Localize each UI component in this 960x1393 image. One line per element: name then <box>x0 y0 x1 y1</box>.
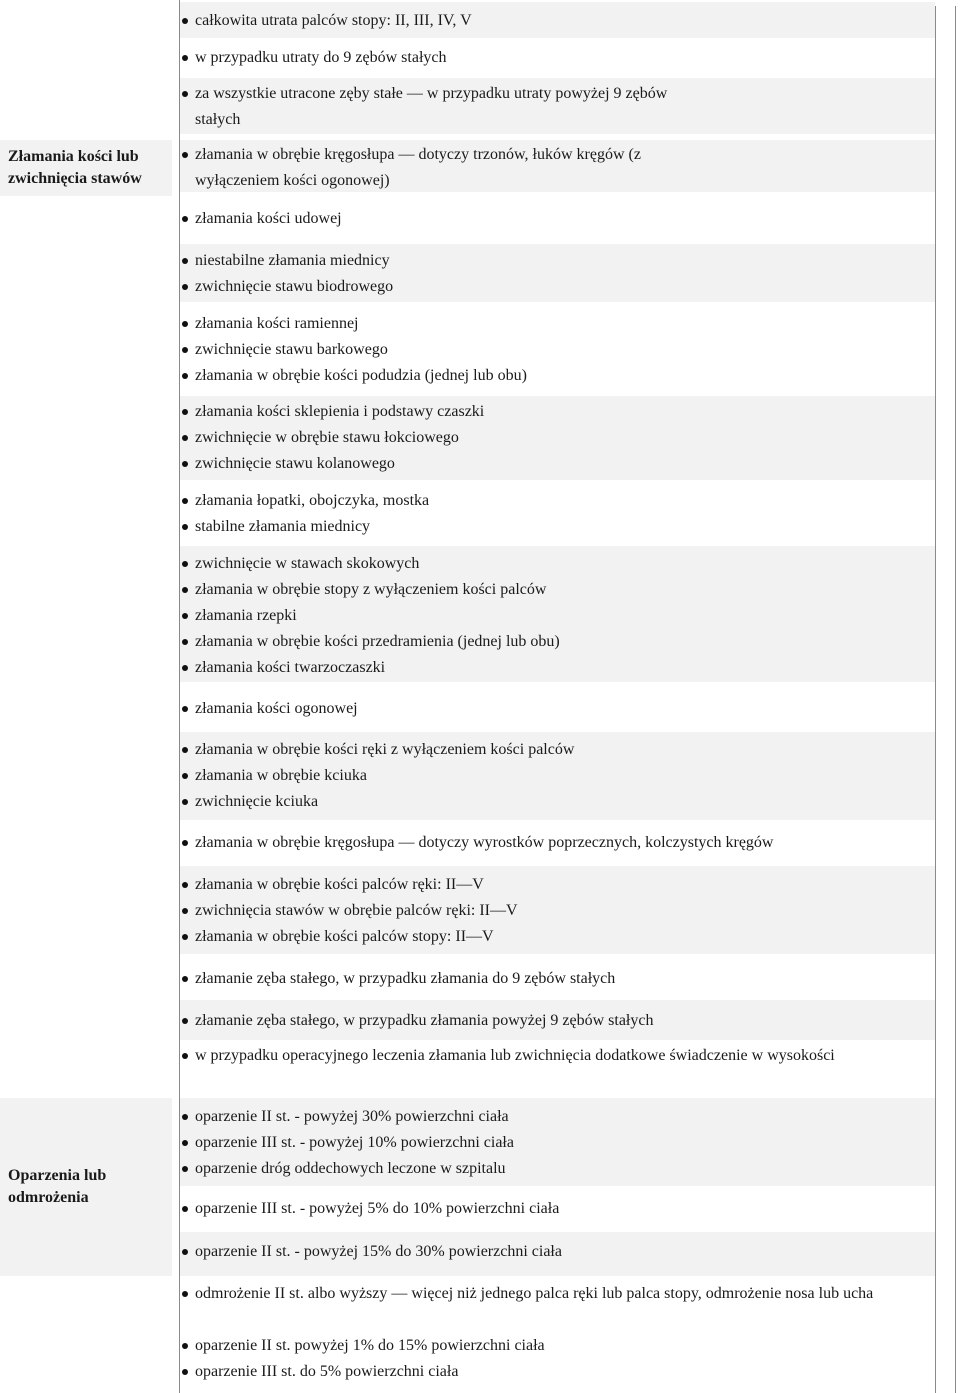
bullet-icon <box>182 1053 188 1059</box>
list-item: złamanie zęba stałego, w przypadku złamania do 9 zębów stałych <box>180 966 920 992</box>
list-item: złamania kości ogonowej <box>180 696 920 722</box>
list-item: w przypadku utraty do 9 zębów stałych <box>180 45 920 71</box>
list-item: odmrożenie II st. albo wyższy — więcej niż jednego palca ręki lub palca stopy, odmrożenie nosa lub ucha <box>180 1281 920 1307</box>
list-item: złamania w obrębie kciuka <box>180 763 920 789</box>
list-item: złamania łopatki, obojczyka, mostka <box>180 488 920 514</box>
bullet-icon <box>182 706 188 712</box>
category-fractures-label: Złamania kości lub zwichnięcia stawów <box>8 148 142 187</box>
right-border <box>935 6 936 1393</box>
group-tooth-fracture-9 <box>180 958 935 998</box>
list-item: złamania w obrębie kręgosłupa — dotyczy wyrostków poprzecznych, kolczystych kręgów <box>180 830 920 856</box>
bullet-icon <box>182 1166 188 1172</box>
bullet-icon <box>182 1249 188 1255</box>
bullet-icon <box>182 1018 188 1024</box>
group-tooth-fracture-over9 <box>180 1000 935 1040</box>
category-fractures <box>0 140 172 196</box>
bullet-icon <box>182 561 188 567</box>
list-item: oparzenie III st. do 5% powierzchni ciała <box>180 1359 920 1385</box>
list-item: złamanie zęba stałego, w przypadku złamania powyżej 9 zębów stałych <box>180 1008 920 1034</box>
list-item: złamania w obrębie kości palców stopy: II—V <box>180 924 920 950</box>
bullet-icon <box>182 524 188 530</box>
bullet-icon <box>182 747 188 753</box>
bullet-icon <box>182 409 188 415</box>
bullet-icon <box>182 665 188 671</box>
right-border-outer <box>955 6 956 1393</box>
bullet-icon <box>182 435 188 441</box>
list-item: złamania kości sklepienia i podstawy czaszki <box>180 399 920 425</box>
bullet-icon <box>182 882 188 888</box>
group-teeth-9 <box>180 40 935 78</box>
list-item: zwichnięcie stawu kolanowego <box>180 451 920 477</box>
bullet-icon <box>182 934 188 940</box>
list-item: złamania w obrębie kości palców ręki: II—V <box>180 872 920 898</box>
bullet-icon <box>182 1291 188 1297</box>
bullet-icon <box>182 613 188 619</box>
category-burns <box>0 1098 172 1276</box>
list-item: złamania w obrębie stopy z wyłączeniem kości palców <box>180 577 920 603</box>
list-item: złamania kości twarzoczaszki <box>180 655 920 681</box>
list-item: oparzenie II st. powyżej 1% do 15% powierzchni ciała <box>180 1333 920 1359</box>
list-item: złamania kości ramiennej <box>180 311 920 337</box>
bullet-icon <box>182 55 188 61</box>
group-burns-iii-5-10 <box>180 1190 935 1230</box>
group-hand <box>180 732 935 820</box>
list-item: całkowita utrata palców stopy: II, III, IV, V <box>180 8 920 34</box>
group-scapula <box>180 484 935 546</box>
bullet-icon <box>182 18 188 24</box>
bullet-icon <box>182 461 188 467</box>
group-frostbite <box>180 1280 935 1390</box>
group-ankle <box>180 546 935 682</box>
bullet-icon <box>182 1140 188 1146</box>
bullet-icon <box>182 152 188 158</box>
list-item: zwichnięcie w stawach skokowych <box>180 551 920 577</box>
list-item: oparzenie III st. - powyżej 5% do 10% powierzchni ciała <box>180 1196 920 1222</box>
bullet-icon <box>182 373 188 379</box>
bullet-icon <box>182 976 188 982</box>
group-teeth-all <box>180 78 935 134</box>
group-burns-ii-15-30 <box>180 1232 935 1276</box>
bullet-icon <box>182 216 188 222</box>
bullet-icon <box>182 639 188 645</box>
bullet-icon <box>182 91 188 97</box>
list-item: w przypadku operacyjnego leczenia złamania lub zwichnięcia dodatkowe świadczenie w wysokości <box>180 1043 880 1069</box>
group-pelvis <box>180 244 935 302</box>
group-spine <box>180 140 935 192</box>
group-burns-severe <box>180 1098 935 1186</box>
list-item: zwichnięcia stawów w obrębie palców ręki: II—V <box>180 898 920 924</box>
list-item: zwichnięcie w obrębie stawu łokciowego <box>180 425 920 451</box>
bullet-icon <box>182 1114 188 1120</box>
bullet-icon <box>182 498 188 504</box>
bullet-icon <box>182 1343 188 1349</box>
list-item: złamania w obrębie kości podudzia (jednej lub obu) <box>180 363 920 389</box>
group-fingers <box>180 866 935 954</box>
list-item: oparzenie dróg oddechowych leczone w szpitalu <box>180 1156 920 1182</box>
list-item: oparzenie III st. - powyżej 10% powierzchni ciała <box>180 1130 920 1156</box>
list-item: złamania rzepki <box>180 603 920 629</box>
bullet-icon <box>182 908 188 914</box>
group-coccyx <box>180 692 935 730</box>
list-item: złamania w obrębie kości przedramienia (jednej lub obu) <box>180 629 920 655</box>
bullet-icon <box>182 773 188 779</box>
bullet-icon <box>182 321 188 327</box>
bullet-icon <box>182 284 188 290</box>
bullet-icon <box>182 1369 188 1375</box>
list-item: złamania w obrębie kręgosłupa — dotyczy trzonów, łuków kręgów (z wyłączeniem kości ogonowej) <box>180 142 720 194</box>
group-skull <box>180 396 935 480</box>
column-divider <box>179 0 180 1393</box>
bullet-icon <box>182 258 188 264</box>
bullet-icon <box>182 799 188 805</box>
group-spine-processes <box>180 822 935 864</box>
bullet-icon <box>182 840 188 846</box>
list-item: oparzenie II st. - powyżej 15% do 30% powierzchni ciała <box>180 1239 920 1265</box>
bullet-icon <box>182 587 188 593</box>
group-femur <box>180 202 935 240</box>
list-item: złamania kości udowej <box>180 206 920 232</box>
bullet-icon <box>182 347 188 353</box>
list-item: zwichnięcie kciuka <box>180 789 920 815</box>
list-item: złamania w obrębie kości ręki z wyłączeniem kości palców <box>180 737 920 763</box>
group-surgery <box>180 1042 935 1096</box>
list-item: zwichnięcie stawu biodrowego <box>180 274 920 300</box>
list-item: oparzenie II st. - powyżej 30% powierzchni ciała <box>180 1104 920 1130</box>
bullet-icon <box>182 1206 188 1212</box>
list-item: stabilne złamania miednicy <box>180 514 920 540</box>
group-humerus <box>180 306 935 394</box>
category-burns-label: Oparzenia lub odmrożenia <box>8 1167 107 1206</box>
group-toes <box>180 2 935 38</box>
list-item: niestabilne złamania miednicy <box>180 248 920 274</box>
list-item: zwichnięcie stawu barkowego <box>180 337 920 363</box>
list-item: za wszystkie utracone zęby stałe — w przypadku utraty powyżej 9 zębów stałych <box>180 81 700 133</box>
